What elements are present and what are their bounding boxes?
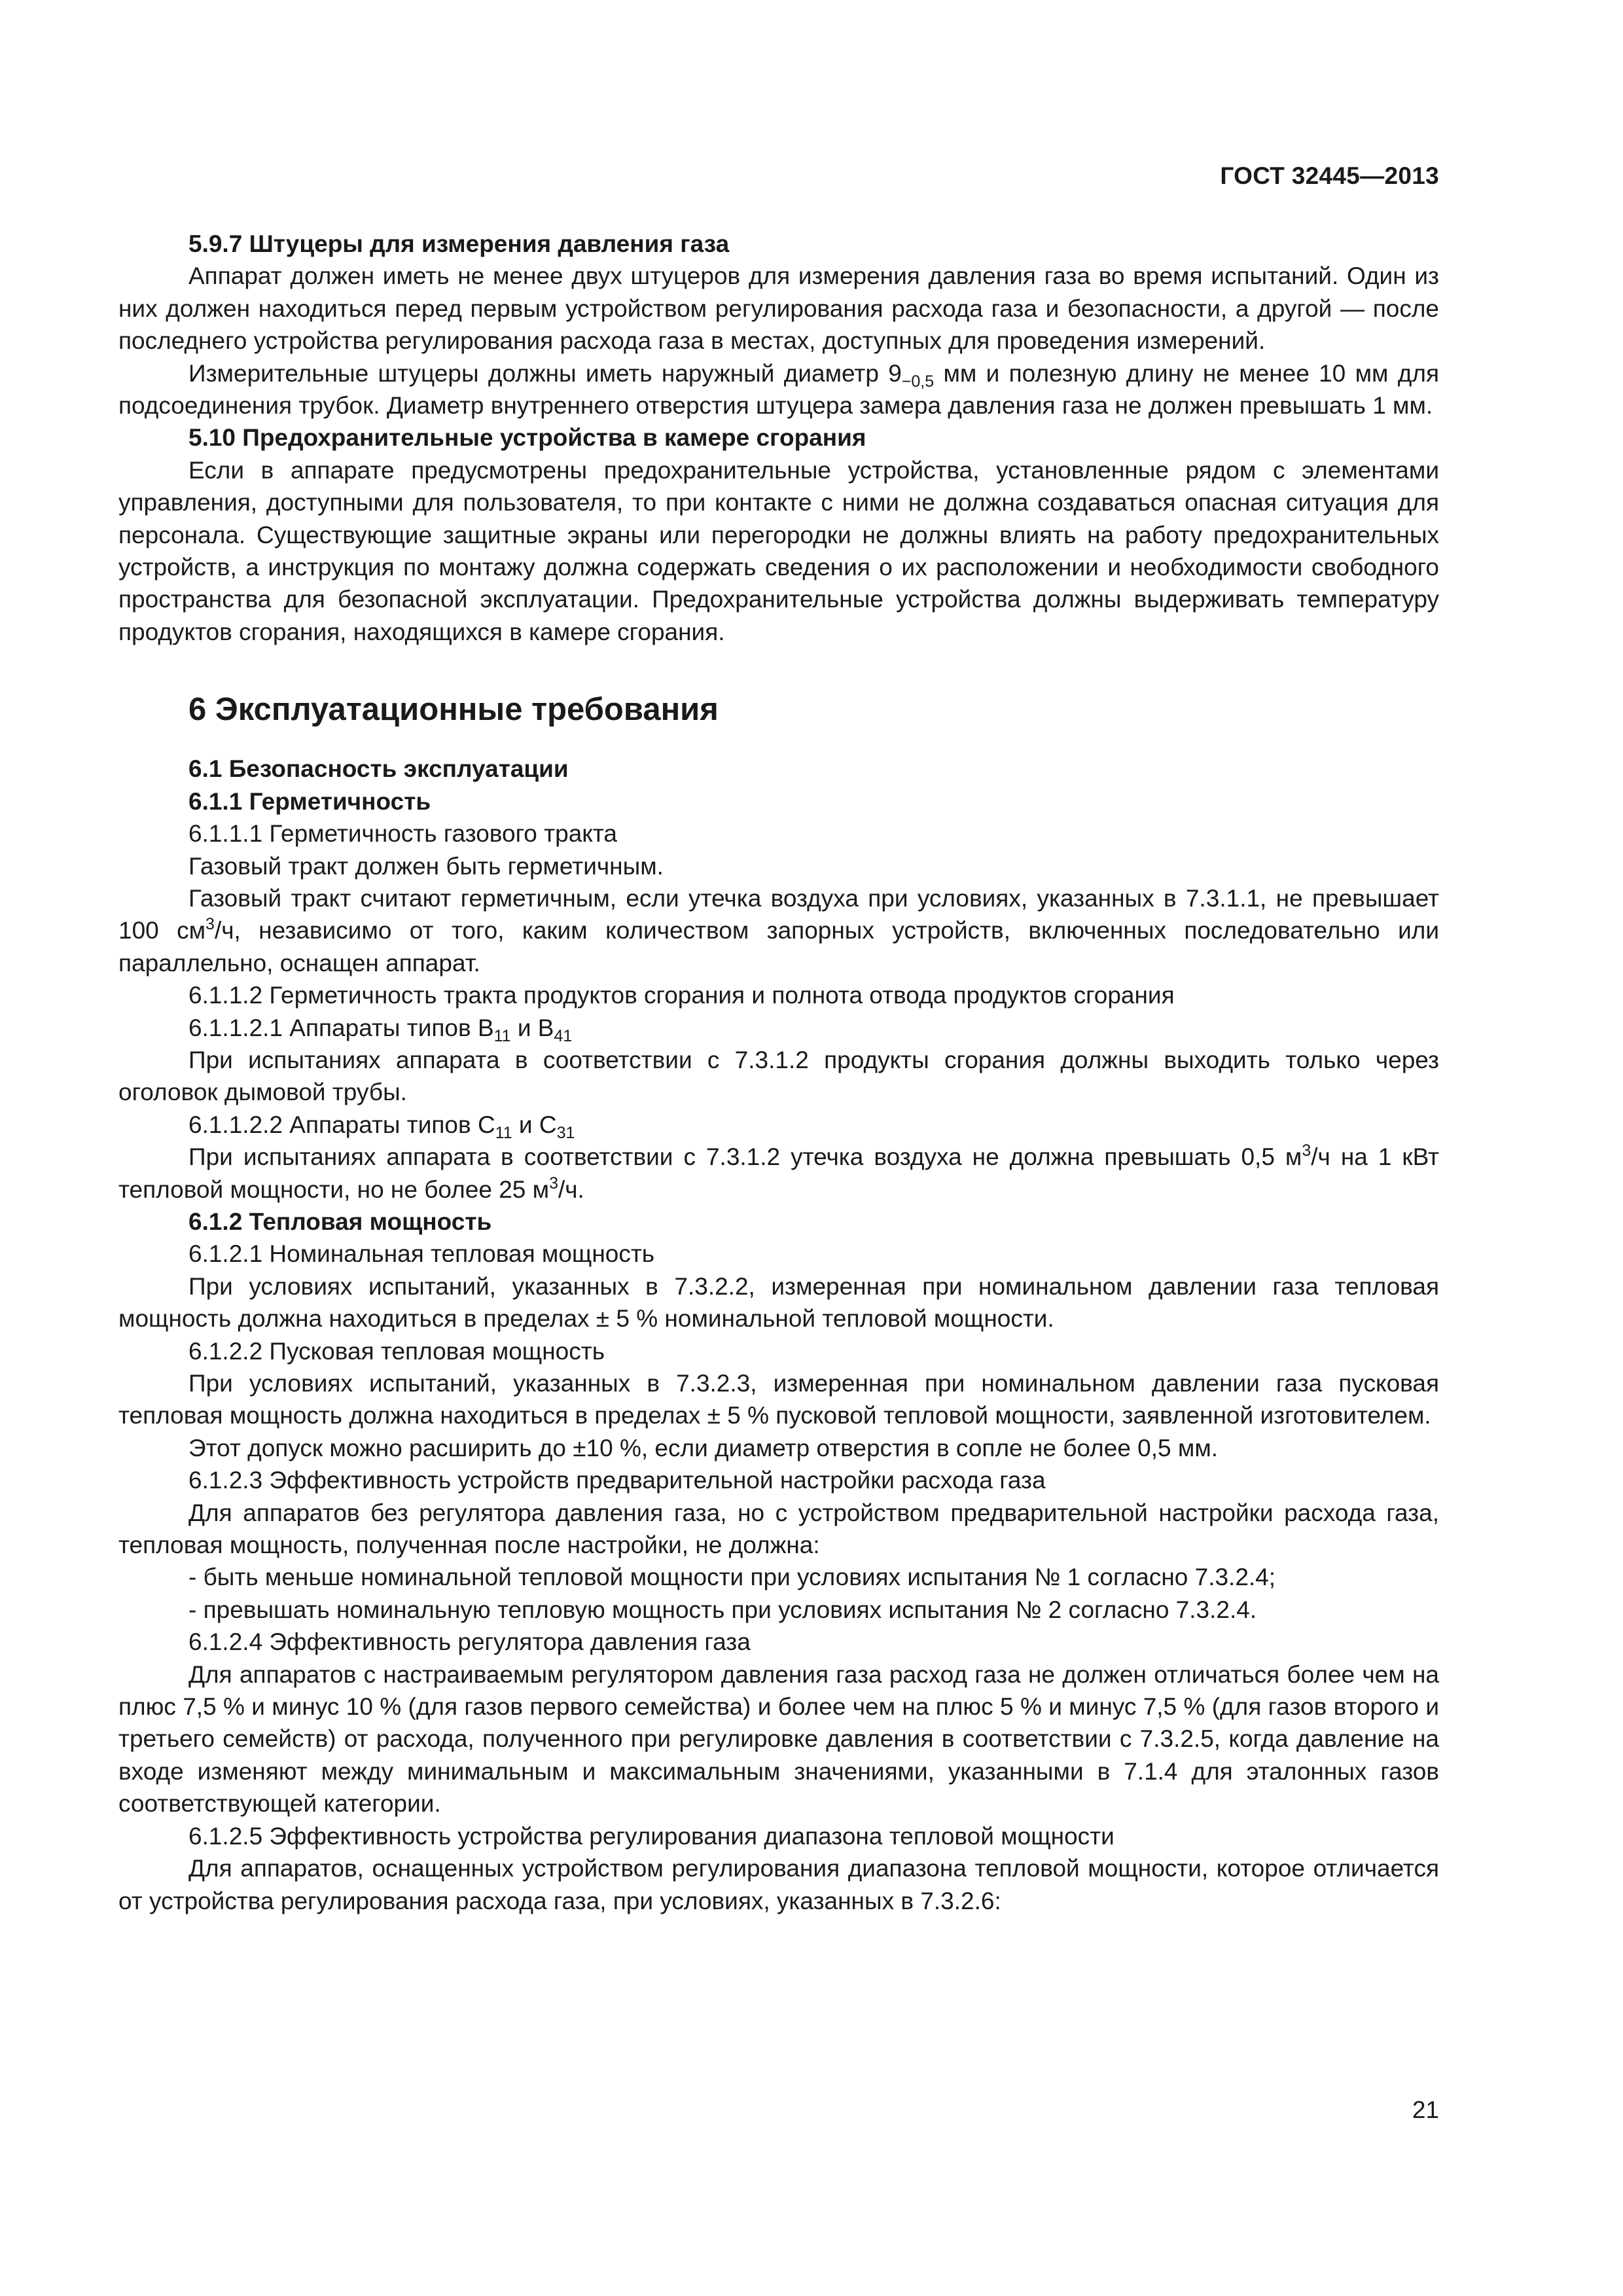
- section-6-1-1-1-paragraph-2: Газовый тракт считают герметичным, если утечка воздуха при условиях, указанных в 7.3.1.1, не превышает 100 $см^3/ч$, независимо от того, каким количеством запорных устройств, включенных последовательно или параллельно, оснащен аппарат.: [118, 884, 1440, 977]
- section-6-1-1-2-title: 6.1.1.2 Герметичность тракта продуктов сгорания и полнота отвода продуктов сгорания: [188, 982, 1175, 1009]
- section-6-heading: 6 Эксплуатационные требования: [188, 692, 719, 728]
- section-6-1-1-2-1-title: 6.1.1.2.1 Аппараты типов $B_{11}$ и $B_{41}$: [188, 1014, 573, 1045]
- section-6-1-2-title: 6.1.2 Тепловая мощность: [188, 1208, 492, 1235]
- section-6-1-2-3-list-item: - быть меньше номинальной тепловой мощности при условиях испытания № 1 согласно 7.3.2.4;: [188, 1564, 1276, 1591]
- section-5-9-7-paragraph-2: Измерительные штуцеры должны иметь наружный диаметр $9_{-0,5}$ мм и полезную длину не менее 10 мм для подсоединения трубок. Диаметр внутреннего отверстия штуцера замера давления газа не должен превышать 1 мм.: [118, 359, 1439, 420]
- section-6-1-1-2-2-title: 6.1.1.2.2 Аппараты типов $C_{11}$ и $C_{31}$: [188, 1111, 575, 1142]
- section-6-1-1-2-2-paragraph: При испытаниях аппарата в соответствии с 7.3.1.2 утечка воздуха не должна превышать 0,5 $м^3/ч$ на 1 кВт тепловой мощности, но не более 25 $м^3/ч$.: [118, 1141, 1439, 1203]
- section-5-9-7-title: 5.9.7 Штуцеры для измерения давления газа: [188, 230, 730, 257]
- document-body: [118, 228, 1439, 1917]
- section-6-1-2-4-title: 6.1.2.4 Эффективность регулятора давления газа: [188, 1628, 751, 1656]
- section-5-10-paragraph: Если в аппарате предусмотрены предохранительные устройства, установленные рядом с элементами управления, доступными для пользователя, то при контакте с ними не должна создаваться опасная ситуация для персонала. Существующие защитные экраны или перегородки не должны влиять на работу предохранительных устройств, а инструкция по монтажу должна содержать сведения о их расположении и необходимости свободного пространства для безопасной эксплуатации. Предохранительные устройства должны выдерживать температуру продуктов сгорания, находящихся в камере сгорания.: [118, 456, 1439, 645]
- standard-header: ГОСТ 32445—2013: [1220, 162, 1439, 189]
- section-6-1-2-3-title: 6.1.2.3 Эффективность устройств предварительной настройки расхода газа: [188, 1467, 1046, 1494]
- section-6-1-1-1-paragraph-1: Газовый тракт должен быть герметичным.: [188, 852, 664, 880]
- section-6-1-2-5-title: 6.1.2.5 Эффективность устройства регулирования диапазона тепловой мощности: [188, 1822, 1115, 1850]
- section-6-1-2-1-paragraph: При условиях испытаний, указанных в 7.3.2.2, измеренная при номинальном давлении газа тепловая мощность должна находиться в пределах ± 5 % номинальной тепловой мощности.: [118, 1272, 1439, 1333]
- section-6-1-1-2-1-paragraph: При испытаниях аппарата в соответствии с 7.3.1.2 продукты сгорания должны выходить только через оголовок дымовой трубы.: [118, 1046, 1439, 1106]
- section-6-1-2-3-paragraph: Для аппаратов без регулятора давления газа, но с устройством предварительной настройки расхода газа, тепловая мощность, полученная после настройки, не должна:: [118, 1499, 1439, 1559]
- section-6-1-2-2-title: 6.1.2.2 Пусковая тепловая мощность: [188, 1337, 605, 1365]
- section-6-1-1-title: 6.1.1 Герметичность: [188, 787, 431, 815]
- section-6-1-title: 6.1 Безопасность эксплуатации: [188, 755, 569, 783]
- section-6-1-2-1-title: 6.1.2.1 Номинальная тепловая мощность: [188, 1240, 655, 1268]
- section-6-1-1-1-title: 6.1.1.1 Герметичность газового тракта: [188, 820, 617, 848]
- section-6-1-2-2-paragraph-1: При условиях испытаний, указанных в 7.3.2.3, измеренная при номинальном давлении газа пусковая тепловая мощность должна находиться в пределах ± 5 % пусковой тепловой мощности, заявленной изготовителем.: [118, 1370, 1439, 1429]
- section-6-1-2-5-paragraph: Для аппаратов, оснащенных устройством регулирования диапазона тепловой мощности, которое отличается от устройства регулирования расхода газа, при условиях, указанных в 7.3.2.6:: [118, 1855, 1439, 1914]
- page-number: 21: [1412, 2096, 1439, 2123]
- section-6-1-2-4-paragraph: Для аппаратов с настраиваемым регулятором давления газа расход газа не должен отличаться более чем на плюс 7,5 % и минус 10 % (для газов первого семейства) и более чем на плюс 5 % и минус 7,5 % (для газов второго и третьего семейств) от расхода, полученного при регулировке давления в соответствии с 7.3.2.5, когда давление на входе изменяют между минимальным и максимальным значениями, указанными в 7.1.4 для эталонных газов соответствующей категории.: [118, 1660, 1439, 1818]
- section-6-1-2-3-list-item: - превышать номинальную тепловую мощность при условиях испытания № 2 согласно 7.3.2.4.: [188, 1596, 1257, 1623]
- section-5-10-title: 5.10 Предохранительные устройства в камере сгорания: [188, 424, 866, 452]
- section-5-9-7-paragraph-1: Аппарат должен иметь не менее двух штуцеров для измерения давления газа во время испытаний. Один из них должен находиться перед первым устройством регулирования расхода газа и безопасности, а другой — после последнего устройства регулирования расхода газа в местах, доступных для проведения измерений.: [118, 262, 1439, 355]
- section-6-1-2-2-paragraph-2: Этот допуск можно расширить до ±10 %, если диаметр отверстия в сопле не более 0,5 мм.: [188, 1434, 1219, 1462]
